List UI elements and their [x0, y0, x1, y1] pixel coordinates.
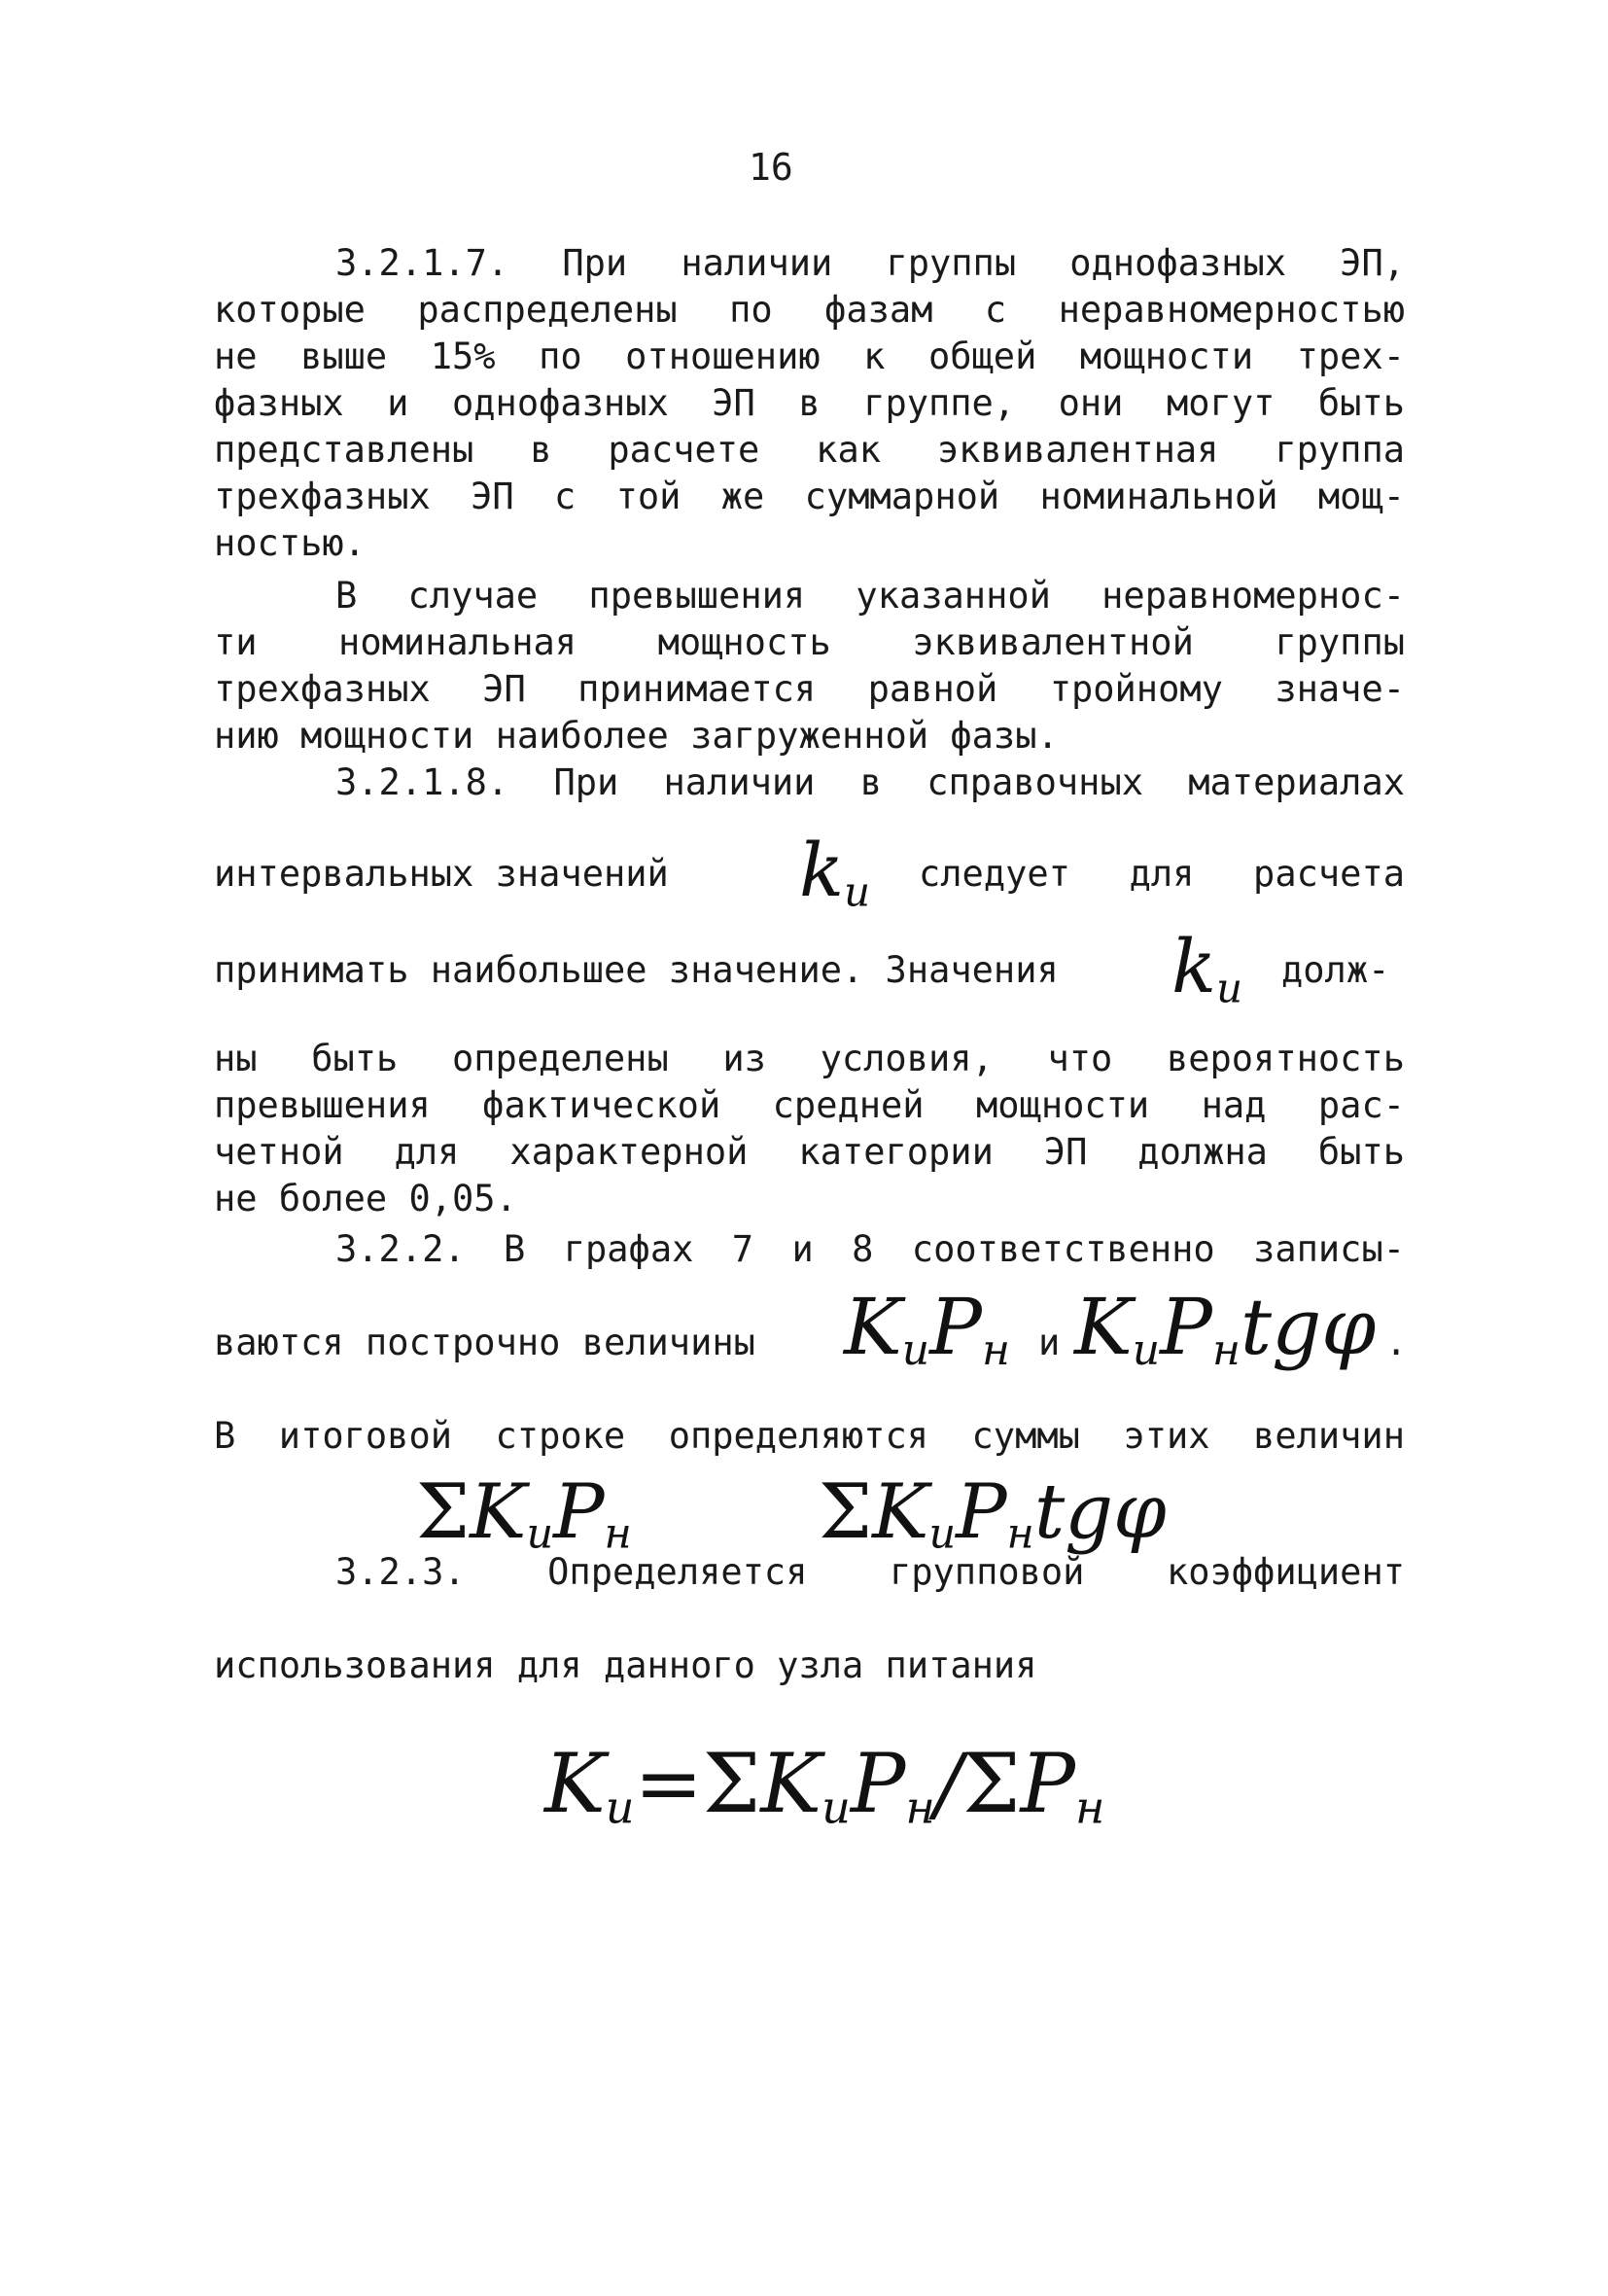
formula-symbol: tg [1240, 1282, 1322, 1372]
text-line: и [1038, 1322, 1061, 1363]
formula-symbol: = [634, 1736, 703, 1831]
formula-ku [799, 827, 870, 915]
formula-symbol: k [799, 827, 845, 913]
formula-symbol: P [1020, 1736, 1076, 1831]
text-line: долж- [1281, 949, 1390, 991]
formula-subscript: н [905, 1781, 935, 1834]
text-line: следует для расчета [919, 853, 1405, 895]
formula-symbol: K [544, 1736, 606, 1831]
formula-subscript: н [981, 1325, 1010, 1375]
formula-symbol: Σ [416, 1468, 471, 1556]
formula-symbol: tg [1033, 1468, 1114, 1556]
formula-subscript: и [844, 867, 870, 916]
text-line: превышения фактической средней мощности над рас- [214, 1084, 1405, 1126]
formula-symbol: P [1160, 1282, 1212, 1372]
text-line: нию мощности наиболее загруженной фазы. [214, 715, 1059, 757]
formula-ku-definition [544, 1736, 1104, 1834]
text-line: трехфазных ЭП с той же суммарной номинальной мощ- [214, 476, 1405, 517]
formula-subscript: н [1075, 1781, 1105, 1834]
formula-symbol: / [934, 1736, 963, 1831]
text-line: фазных и однофазных ЭП в группе, они могут быть [214, 382, 1405, 424]
formula-sum-ku-pn [416, 1468, 632, 1559]
formula-subscript: и [928, 1509, 957, 1559]
formula-symbol: φ [1113, 1468, 1167, 1556]
formula-symbol: P [956, 1468, 1007, 1556]
formula-symbol: Σ [962, 1736, 1021, 1831]
formula-symbol: Σ [819, 1468, 873, 1556]
formula-symbol: Σ [702, 1736, 761, 1831]
formula-subscript: н [1211, 1325, 1241, 1375]
formula-ku-pn [844, 1282, 1010, 1375]
text-line: использования для данного узла питания [214, 1644, 1037, 1686]
text-line: не более 0,05. [214, 1178, 517, 1219]
formula-symbol: K [872, 1468, 929, 1556]
text-line: . [1385, 1322, 1408, 1363]
formula-symbol: φ [1321, 1282, 1377, 1372]
text-line: которые распределены по фазам с неравномерностью [214, 289, 1405, 331]
formula-subscript: и [1132, 1325, 1161, 1375]
formula-symbol: K [1074, 1282, 1133, 1372]
formula-symbol: K [844, 1282, 902, 1372]
text-line: интервальных значений [214, 853, 669, 895]
formula-ku-pn-tgphi [1074, 1282, 1376, 1375]
formula-symbol: k [1171, 923, 1217, 1009]
formula-symbol: P [850, 1736, 906, 1831]
text-line: не выше 15% по отношению к общей мощности трех- [214, 336, 1405, 377]
text-line: трехфазных ЭП принимается равной тройному значе- [214, 668, 1405, 710]
text-line: В случае превышения указанной неравномернос- [335, 575, 1405, 617]
text-line: 3.2.1.7. При наличии группы однофазных ЭП, [335, 242, 1405, 284]
text-line: ти номинальная мощность эквивалентной группы [214, 621, 1405, 663]
formula-symbol: P [553, 1468, 605, 1556]
text-line: 3.2.1.8. При наличии в справочных материалах [335, 761, 1405, 803]
text-line: принимать наибольшее значение. Значения [214, 949, 1059, 991]
formula-subscript: и [605, 1781, 635, 1834]
formula-subscript: и [1216, 964, 1242, 1012]
text-line: ваются построчно величины [214, 1322, 755, 1363]
formula-symbol: P [929, 1282, 982, 1372]
text-line: ны быть определены из условия, что вероятность [214, 1038, 1405, 1079]
text-line: В итоговой строке определяются суммы этих величин [214, 1415, 1405, 1457]
formula-symbol: K [470, 1468, 527, 1556]
formula-symbol: K [760, 1736, 822, 1831]
formula-subscript: и [526, 1509, 554, 1559]
formula-subscript: и [821, 1781, 851, 1834]
formula-sum-ku-pn-tgphi [819, 1468, 1167, 1559]
formula-subscript: н [604, 1509, 632, 1559]
formula-subscript: и [901, 1325, 930, 1375]
text-line: 3.2.2. В графах 7 и 8 соответственно записы- [335, 1228, 1405, 1270]
text-line: представлены в расчете как эквивалентная группа [214, 429, 1405, 471]
text-line: 3.2.3. Определяется групповой коэффициент [335, 1551, 1405, 1593]
page-number: 16 [749, 146, 793, 189]
formula-subscript: н [1006, 1509, 1034, 1559]
text-line: четной для характерной категории ЭП должна быть [214, 1131, 1405, 1173]
text-line: ностью. [214, 522, 366, 564]
formula-ku [1171, 923, 1242, 1011]
